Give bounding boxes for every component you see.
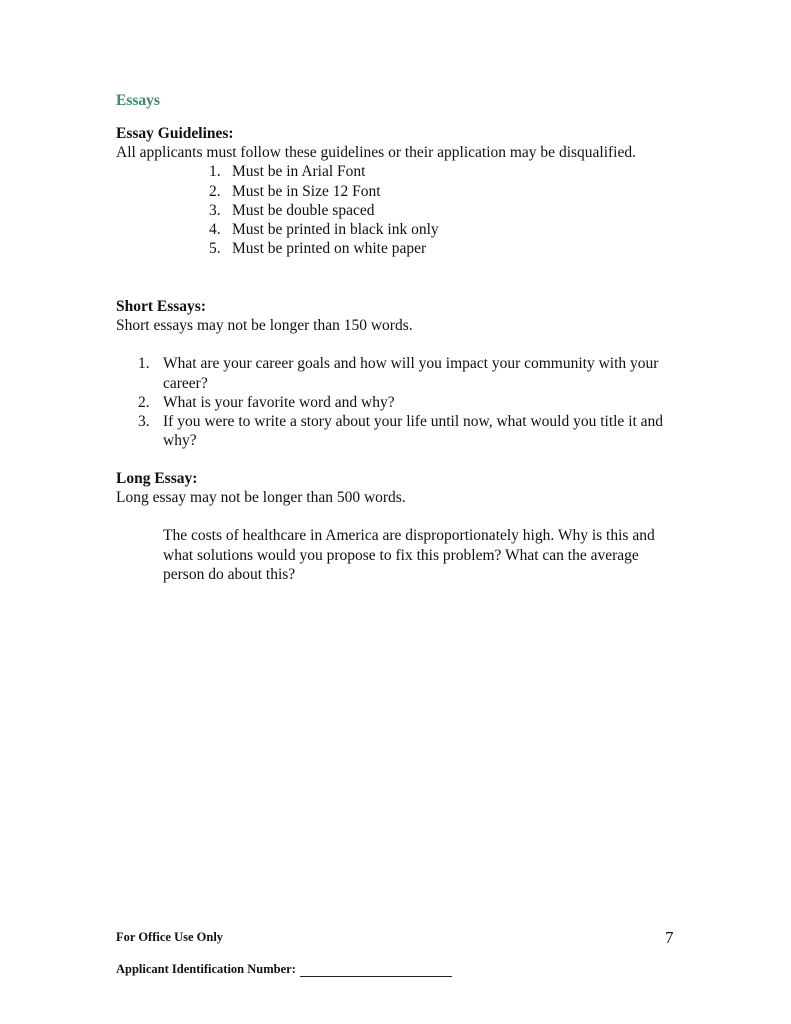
question-text: What is your favorite word and why? — [163, 393, 395, 411]
short-essay-question — [116, 393, 676, 412]
essay-guidelines-section — [116, 124, 676, 258]
applicant-id-row — [116, 962, 452, 977]
question-number: 1. — [138, 355, 150, 373]
long-essay-intro: Long essay may not be longer than 500 words. — [116, 489, 406, 507]
guideline-text: Must be double spaced — [232, 201, 375, 219]
long-essay-section — [116, 469, 676, 584]
long-essay-prompt: The costs of healthcare in America are disproportionately high. Why is this and what solutions would you propose to fix this problem? What can the average person do about this? — [163, 527, 655, 583]
guidelines-list — [116, 162, 676, 258]
guideline-number: 2. — [209, 182, 221, 200]
guideline-text: Must be printed in black ink only — [232, 221, 439, 239]
page-number: 7 — [665, 928, 674, 947]
guideline-text: Must be printed on white paper — [232, 240, 427, 258]
section-title: Essays — [116, 92, 160, 109]
short-essays-heading: Short Essays: — [116, 298, 207, 315]
question-number: 2. — [138, 393, 150, 411]
guidelines-heading: Essay Guidelines: — [116, 125, 234, 142]
guideline-number: 4. — [209, 221, 221, 239]
guideline-number: 1. — [209, 163, 221, 181]
guideline-item — [209, 182, 676, 201]
office-use-label: For Office Use Only — [116, 930, 224, 944]
guideline-text: Must be in Arial Font — [232, 163, 366, 181]
question-text: If you were to write a story about your life until now, what would you title it and why? — [163, 413, 664, 450]
short-essay-question — [116, 354, 676, 392]
question-text: What are your career goals and how will you impact your community with your career? — [163, 355, 659, 392]
question-number: 3. — [138, 413, 150, 431]
short-essay-questions — [116, 354, 676, 450]
short-essays-intro: Short essays may not be longer than 150 words. — [116, 317, 413, 335]
applicant-id-label: Applicant Identification Number: — [116, 962, 296, 976]
guideline-item — [209, 239, 676, 258]
short-essays-section — [116, 297, 676, 450]
applicant-id-blank-line — [300, 963, 452, 977]
guideline-item — [209, 220, 676, 239]
guideline-number: 5. — [209, 240, 221, 258]
guidelines-intro: All applicants must follow these guidelines or their application may be disqualified. — [116, 144, 636, 162]
long-essay-heading: Long Essay: — [116, 470, 198, 487]
short-essay-question — [116, 412, 676, 450]
guideline-item — [209, 162, 676, 181]
guideline-text: Must be in Size 12 Font — [232, 182, 381, 200]
guideline-number: 3. — [209, 201, 221, 219]
guideline-item — [209, 201, 676, 220]
